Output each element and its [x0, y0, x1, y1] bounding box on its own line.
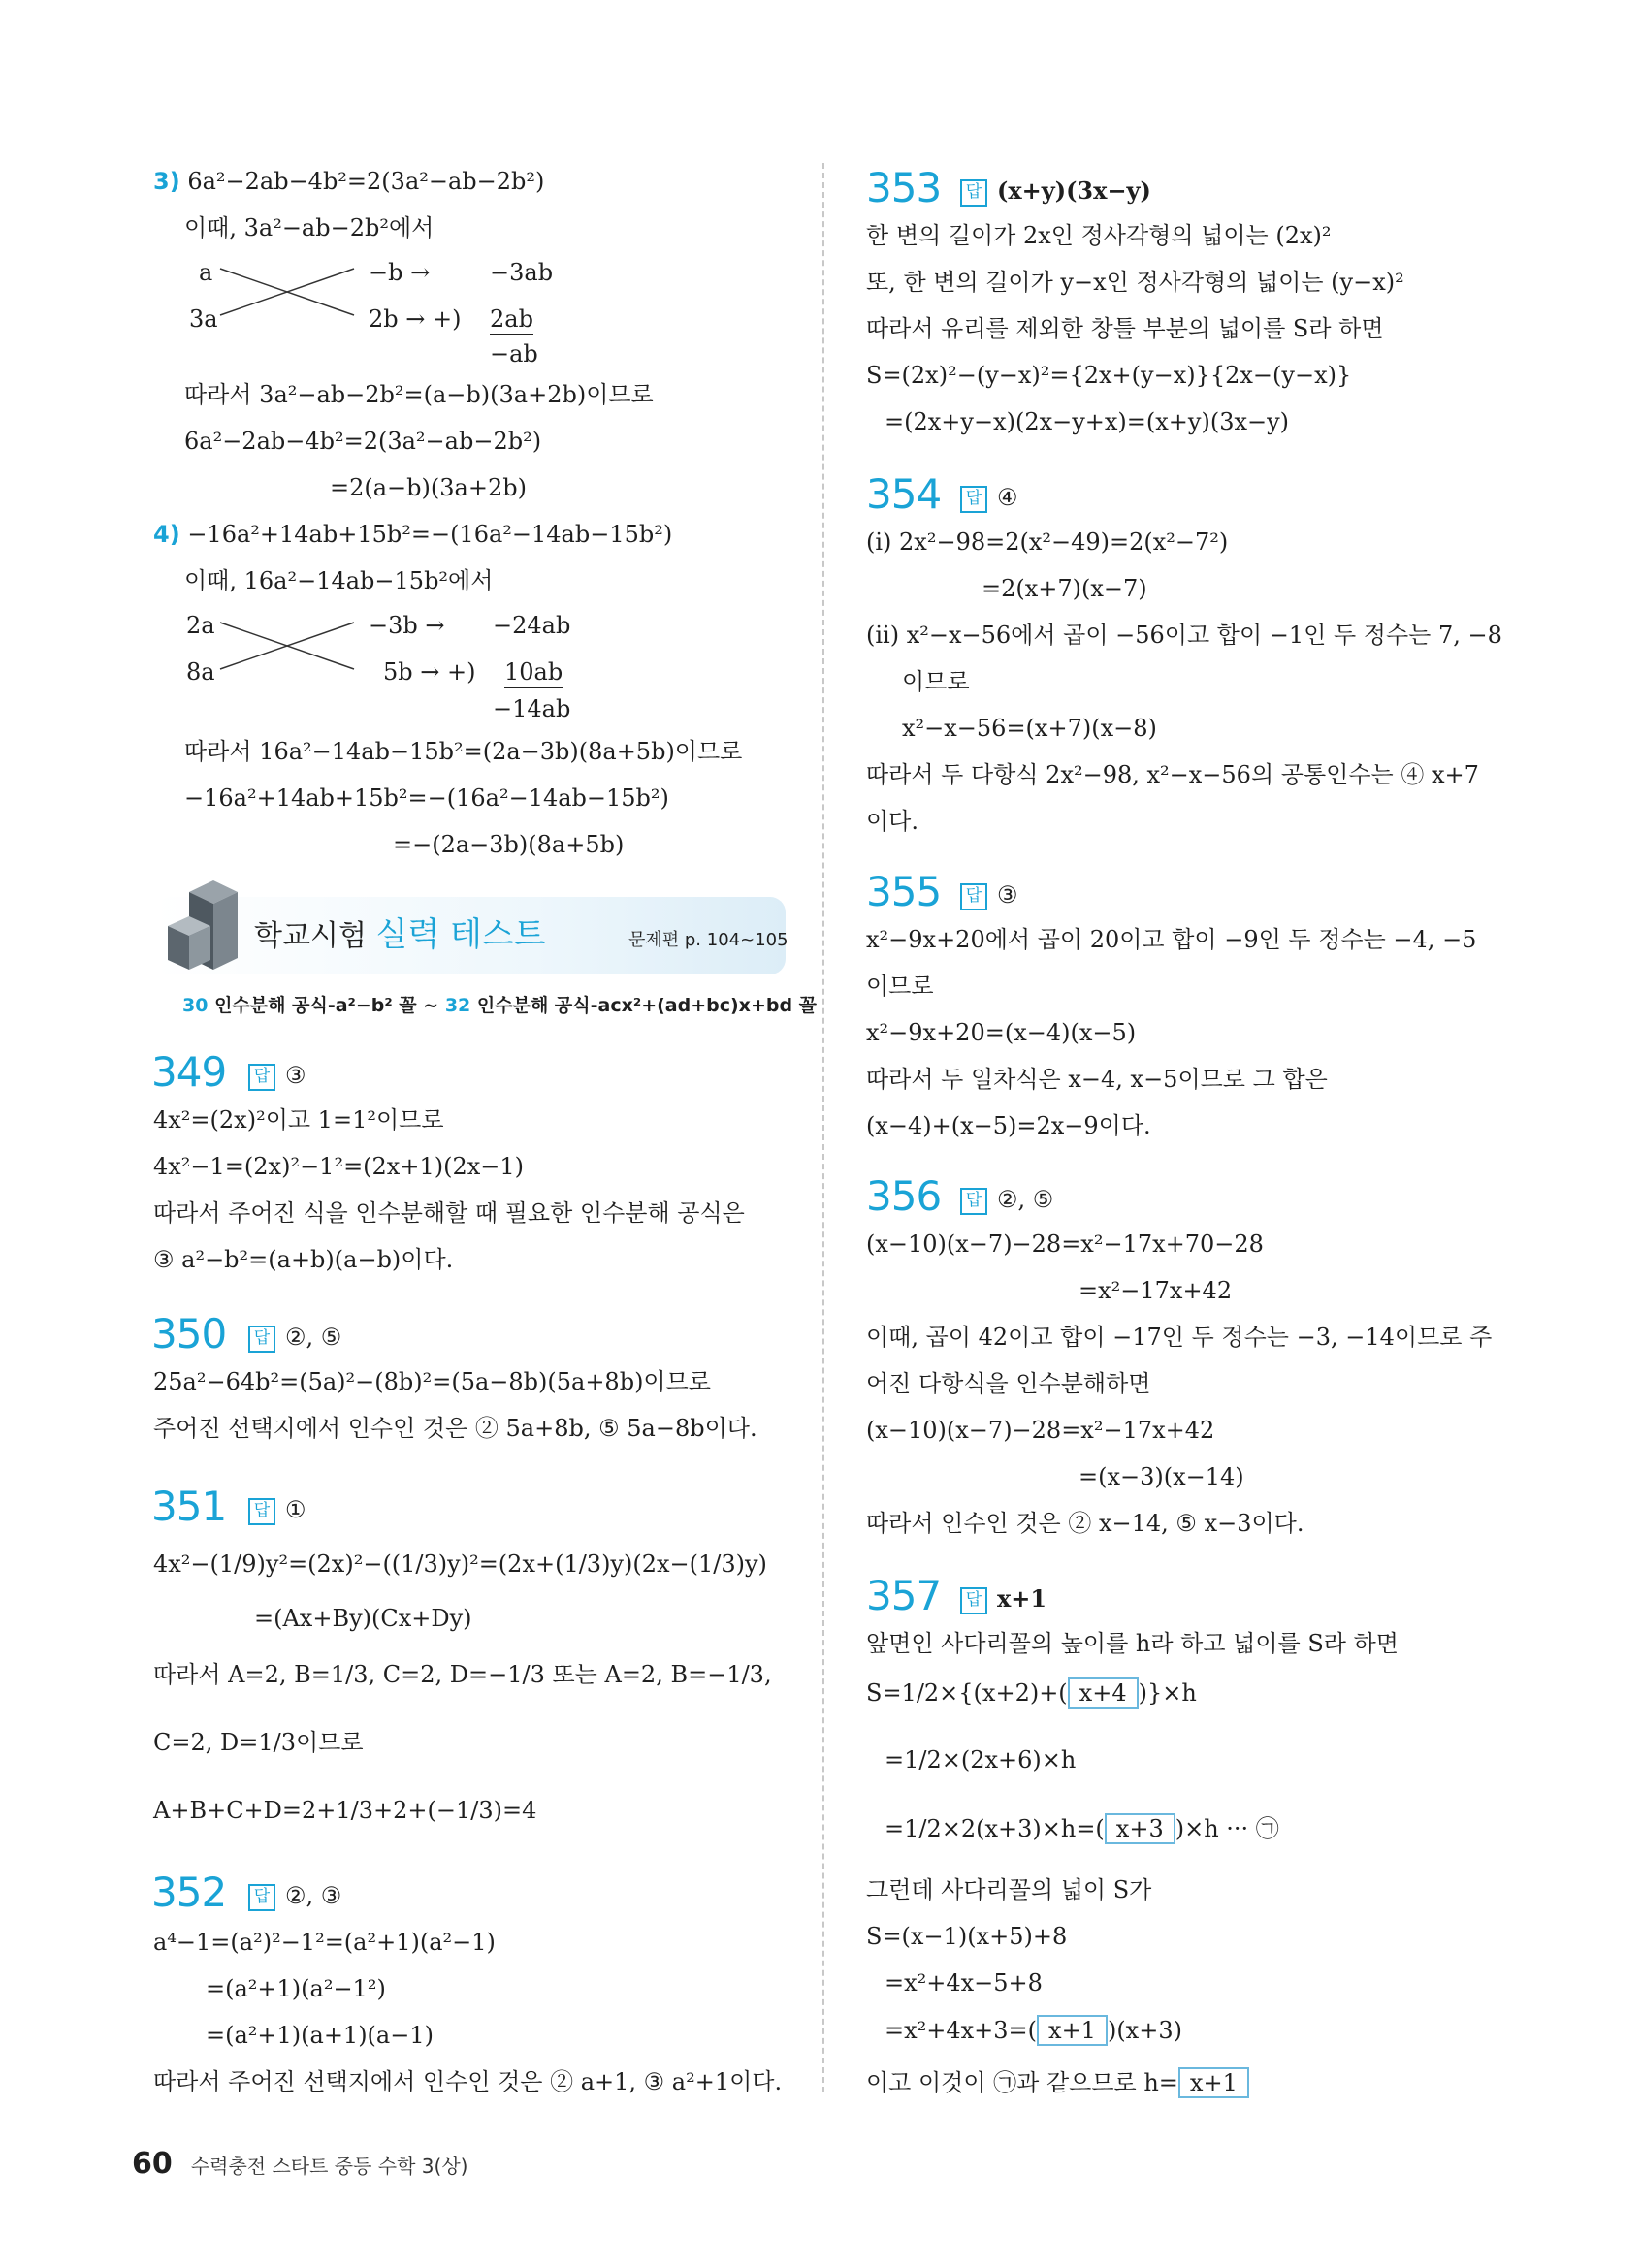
solution-line: 그런데 사다리꼴의 넓이 S가: [866, 1876, 1152, 1903]
answer-line: [960, 1584, 1046, 1614]
solution-line: (ii) x²−x−56에서 곱이 −56이고 합이 −1인 두 정수는 7, −8: [866, 622, 1502, 649]
cross3-b: 3a: [189, 305, 218, 333]
cross4-b: 8a: [186, 658, 215, 686]
solution-line: 이므로: [902, 668, 970, 695]
answer-badge: 답: [960, 179, 987, 207]
cross4-f: 10ab: [504, 657, 563, 688]
answer-value: ②, ③: [285, 1882, 342, 1909]
answer-badge: 답: [248, 1498, 275, 1525]
answer-value: ③: [997, 881, 1018, 909]
solution-line: 또, 한 변의 길이가 y−x인 정사각형의 넓이는 (y−x)²: [866, 269, 1404, 296]
cross3-d: 2b → +): [369, 305, 462, 333]
answer-line: [960, 483, 1018, 513]
answer-badge: 답: [248, 1064, 275, 1091]
cross3-g: −ab: [490, 340, 538, 367]
book-title: 수력충전 스타트 중등 수학 3(상): [190, 2155, 468, 2178]
answer-badge: 답: [248, 1884, 275, 1911]
cross3-e: −3ab: [490, 259, 554, 286]
solution-line: 이때, 곱이 42이고 합이 −17인 두 정수는 −3, −14이므로 주: [866, 1324, 1493, 1351]
answer-badge: 답: [248, 1326, 275, 1353]
solution-line: =2(x+7)(x−7): [982, 575, 1147, 602]
answer-line: [248, 1323, 341, 1353]
answer-line: [960, 880, 1018, 910]
answer-line: [960, 176, 1151, 207]
part3-expr: 6a²−2ab−4b²=2(3a²−ab−2b²): [187, 168, 545, 195]
blank-box: x+1: [1178, 2067, 1249, 2098]
blank-box: x+1: [1037, 2015, 1108, 2046]
solution-line: 주어진 선택지에서 인수인 것은 ② 5a+8b, ⑤ 5a−8b이다.: [153, 1415, 757, 1442]
solution-line: [885, 1813, 1279, 1844]
solution-line: =(x−3)(x−14): [1079, 1463, 1244, 1490]
solution-line: S=(2x)²−(y−x)²={2x+(y−x)}{2x−(y−x)}: [866, 362, 1352, 389]
part4-line5: =−(2a−3b)(8a+5b): [393, 831, 625, 858]
answer-value: ④: [997, 484, 1018, 511]
problem-number: 353: [866, 164, 942, 211]
blank-box: x+3: [1105, 1813, 1175, 1844]
solution-line: =1/2×(2x+6)×h: [885, 1746, 1077, 1773]
part4-expr: −16a²+14ab+15b²=−(16a²−14ab−15b²): [187, 521, 673, 548]
sub-num1: 30: [182, 995, 209, 1016]
solution-line: ③ a²−b²=(a+b)(a−b)이다.: [153, 1246, 454, 1273]
page-footer: [132, 2147, 467, 2181]
solution-line: =x²−17x+42: [1079, 1277, 1233, 1304]
column-divider: [822, 163, 824, 2092]
solution-line: =(a²+1)(a²−1²): [206, 1975, 386, 2002]
cross4-c: −3b →: [369, 612, 445, 639]
answer-value: (x+y)(3x−y): [997, 176, 1151, 205]
answer-line: [248, 1061, 306, 1091]
cross4-e: −24ab: [493, 612, 571, 639]
problem-number: 351: [151, 1483, 227, 1530]
solution-line: 앞면인 사다리꼴의 높이를 h라 하고 넓이를 S라 하면: [866, 1630, 1399, 1657]
solution-line: x²−x−56=(x+7)(x−8): [902, 715, 1157, 742]
problem-number: 350: [151, 1310, 227, 1358]
solution-line: 이다.: [866, 808, 918, 835]
solution-line: 이므로: [866, 973, 934, 1000]
answer-badge: 답: [960, 486, 987, 513]
expr-part: =1/2×2(x+3)×h=(: [885, 1815, 1105, 1842]
problem-number: 354: [866, 470, 942, 518]
solution-line: =(Ax+By)(Cx+Dy): [254, 1605, 472, 1632]
problem-number: 349: [151, 1048, 227, 1096]
problem-number: 356: [866, 1172, 942, 1220]
banner-title-part1: 학교시험: [254, 919, 367, 953]
building-blocks-icon: [160, 873, 242, 974]
solution-line: [866, 1677, 1197, 1709]
solution-line: C=2, D=1/3이므로: [153, 1729, 364, 1756]
expr-part: S=1/2×{(x+2)+(: [866, 1679, 1068, 1707]
solution-line: (x−4)+(x−5)=2x−9이다.: [866, 1112, 1151, 1139]
problem-number: 352: [151, 1869, 227, 1916]
expr-part: )}×h: [1138, 1679, 1197, 1707]
banner-title: [254, 916, 546, 955]
banner-subtitle: [182, 991, 817, 1020]
part4-line1: [153, 520, 672, 549]
expr-part: )×h ··· ㉠: [1175, 1815, 1279, 1842]
solution-line: 4x²−1=(2x)²−1²=(2x+1)(2x−1): [153, 1153, 524, 1180]
expr-part: )(x+3): [1107, 2017, 1182, 2044]
answer-line: [248, 1495, 306, 1525]
solution-line: 따라서 A=2, B=1/3, C=2, D=−1/3 또는 A=2, B=−1/3,: [153, 1661, 772, 1688]
solution-line: =x²+4x−5+8: [885, 1969, 1043, 1996]
solution-line: =(a²+1)(a+1)(a−1): [206, 2022, 434, 2049]
cross3-f: 2ab: [490, 304, 533, 335]
solution-line: (x−10)(x−7)−28=x²−17x+70−28: [866, 1230, 1264, 1258]
answer-line: [960, 1185, 1053, 1215]
solution-line: 어진 다항식을 인수분해하면: [866, 1370, 1151, 1397]
sub-text2: 인수분해 공식-acx²+(ad+bc)x+bd 꼴: [476, 995, 818, 1016]
cross4-d: 5b → +): [383, 658, 476, 686]
part4-line2: 이때, 16a²−14ab−15b²에서: [184, 567, 494, 594]
part3-line1: [153, 167, 544, 196]
solution-line: =(2x+y−x)(2x−y+x)=(x+y)(3x−y): [885, 408, 1290, 435]
solution-line: 따라서 두 일차식은 x−4, x−5이므로 그 합은: [866, 1066, 1328, 1093]
answer-value: ②, ⑤: [997, 1186, 1054, 1213]
solution-line: 4x²=(2x)²이고 1=1²이므로: [153, 1106, 444, 1134]
expr-part: 이고 이것이 ㉠과 같으므로 h=: [866, 2069, 1178, 2096]
solution-line: 25a²−64b²=(5a)²−(8b)²=(5a−8b)(5a+8b)이므로: [153, 1368, 711, 1395]
answer-value: ③: [285, 1062, 306, 1089]
answer-value: ②, ⑤: [285, 1324, 342, 1351]
answer-badge: 답: [960, 1587, 987, 1614]
solution-line: a⁴−1=(a²)²−1²=(a²+1)(a²−1): [153, 1929, 496, 1956]
answer-badge: 답: [960, 1188, 987, 1215]
solution-line: x²−9x+20=(x−4)(x−5): [866, 1019, 1137, 1046]
solution-line: 한 변의 길이가 2x인 정사각형의 넓이는 (2x)²: [866, 222, 1332, 249]
answer-value: ①: [285, 1496, 306, 1523]
cross3-c: −b →: [369, 259, 431, 286]
cross4-lines: [218, 621, 364, 679]
solution-line: (x−10)(x−7)−28=x²−17x+42: [866, 1417, 1215, 1444]
answer-value: x+1: [997, 1584, 1047, 1613]
cross4-a: 2a: [186, 612, 215, 639]
cross3-a: a: [199, 259, 213, 286]
solution-line: [866, 2067, 1249, 2098]
part3-line2: 이때, 3a²−ab−2b²에서: [184, 214, 435, 241]
solution-line: 따라서 주어진 식을 인수분해할 때 필요한 인수분해 공식은: [153, 1199, 745, 1227]
problem-number: 355: [866, 868, 942, 915]
solution-line: 따라서 두 다항식 2x²−98, x²−x−56의 공통인수는 ④ x+7: [866, 761, 1479, 788]
page-number: 60: [132, 2147, 173, 2181]
answer-badge: 답: [960, 883, 987, 910]
solution-line: A+B+C+D=2+1/3+2+(−1/3)=4: [153, 1797, 537, 1824]
banner-pages: 문제편 p. 104~105: [628, 930, 789, 950]
problem-number: 357: [866, 1572, 942, 1619]
solution-line: S=(x−1)(x+5)+8: [866, 1923, 1068, 1950]
part3-line5: =2(a−b)(3a+2b): [330, 474, 527, 501]
expr-part: =x²+4x+3=(: [885, 2017, 1038, 2044]
part3-line3: 따라서 3a²−ab−2b²=(a−b)(3a+2b)이므로: [184, 381, 654, 408]
solution-line: [885, 2015, 1182, 2046]
banner-title-part2: 실력 테스트: [375, 915, 546, 954]
solution-line: 따라서 주어진 선택지에서 인수인 것은 ② a+1, ③ a²+1이다.: [153, 2068, 783, 2095]
part4-label: 4): [153, 521, 180, 548]
part3-line4: 6a²−2ab−4b²=2(3a²−ab−2b²): [184, 428, 542, 455]
solution-line: 따라서 인수인 것은 ② x−14, ⑤ x−3이다.: [866, 1510, 1304, 1537]
solution-line: 4x²−(1/9)y²=(2x)²−((1/3)y)²=(2x+(1/3)y)(2x−(1/3)y): [153, 1550, 767, 1578]
part4-line3: 따라서 16a²−14ab−15b²=(2a−3b)(8a+5b)이므로: [184, 738, 743, 765]
solution-line: 따라서 유리를 제외한 창틀 부분의 넓이를 S라 하면: [866, 315, 1384, 342]
sub-num2: 32: [444, 995, 471, 1016]
answer-line: [248, 1881, 341, 1911]
sub-text1: 인수분해 공식-a²−b² 꼴 ~: [214, 995, 439, 1016]
part4-line4: −16a²+14ab+15b²=−(16a²−14ab−15b²): [184, 784, 669, 812]
solution-line: (i) 2x²−98=2(x²−49)=2(x²−7²): [866, 528, 1229, 556]
part3-label: 3): [153, 168, 180, 195]
cross4-g: −14ab: [493, 695, 571, 722]
blank-box: x+4: [1068, 1677, 1139, 1709]
cross3-lines: [218, 267, 364, 325]
solution-line: x²−9x+20에서 곱이 20이고 합이 −9인 두 정수는 −4, −5: [866, 926, 1477, 953]
